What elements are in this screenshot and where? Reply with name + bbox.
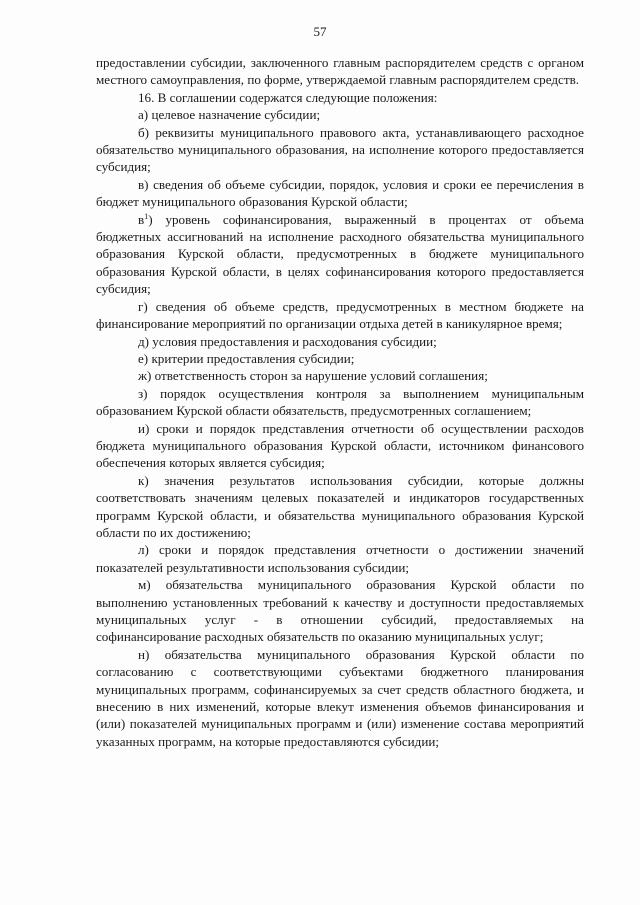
item-e: е) критерии предоставления субсидии; [138, 350, 355, 366]
page-number: 57 [313, 24, 327, 39]
item-v: в) сведения об объеме субсидии, порядок, условия и сроки ее перечисления в бюджет муниципального образования Курской области; [96, 176, 584, 210]
item-k: к) значения результатов использования субсидии, которые должны соответствовать значениям целевых показателей и индикаторов государственных программ Курской области, и обязательства муниципального образования Курской области по их достижению; [96, 472, 584, 540]
item-m: м) обязательства муниципального образования Курской области по выполнению установленных требований к качеству и доступности предоставляемых муниципальных услуг - в отношении субсидий, предоставляемых на софинансирование расходных обязательств по оказанию муниципальных услуг; [96, 577, 584, 645]
item-v1-text: ) уровень софинансирования, выраженный в процентах от объема бюджетных ассигнований на исполнение расходного обязательства муниципального образования Курской области, предусмотренных в бюджете муниципального образования Курской области, в целях софинансирования которого предоставляется субсидия; [96, 211, 584, 297]
item-v1-prefix: в [138, 211, 145, 227]
item-zh: ж) ответственность сторон за нарушение условий соглашения; [138, 368, 488, 384]
paragraph-16: 16. В соглашении содержатся следующие положения: [138, 89, 438, 105]
document-body [96, 54, 584, 750]
paragraph-intro: предоставлении субсидии, заключенного главным распорядителем средств с органом местного самоуправления, по форме, утверждаемой главным распорядителем средств. [96, 55, 584, 88]
item-l: л) сроки и порядок представления отчетности о достижении значений показателей результативности использования субсидии; [96, 542, 584, 575]
item-v1-superscript: 1 [144, 211, 149, 221]
item-b: б) реквизиты муниципального правового акта, устанавливающего расходное обязательство муниципального образования, на исполнение которого предоставляется субсидия; [96, 124, 584, 175]
item-z: з) порядок осуществления контроля за выполнением муниципальным образованием Курской области обязательств, предусмотренных соглашением; [96, 385, 584, 419]
item-v1 [96, 211, 584, 298]
item-g: г) сведения об объеме средств, предусмотренных в местном бюджете на финансирование мероприятий по организации отдыха детей в каникулярное время; [96, 298, 584, 332]
item-a: а) целевое назначение субсидии; [138, 107, 321, 123]
item-d: д) условия предоставления и расходования субсидии; [138, 333, 437, 349]
item-n: н) обязательства муниципального образования Курской области по согласованию с соответствующими субъектами бюджетного планирования муниципальных программ, софинансируемых за счет средств областного бюджета, и внесению в них изменений, которые влекут изменения объемов финансирования и (или) показателей муниципальных программ и (или) изменение состава мероприятий указанных программ, на которые предоставляются субсидии; [96, 646, 584, 749]
item-i: и) сроки и порядок представления отчетности об осуществлении расходов бюджета муниципального образования Курской области, источником финансового обеспечения которых является субсидия; [96, 420, 584, 471]
